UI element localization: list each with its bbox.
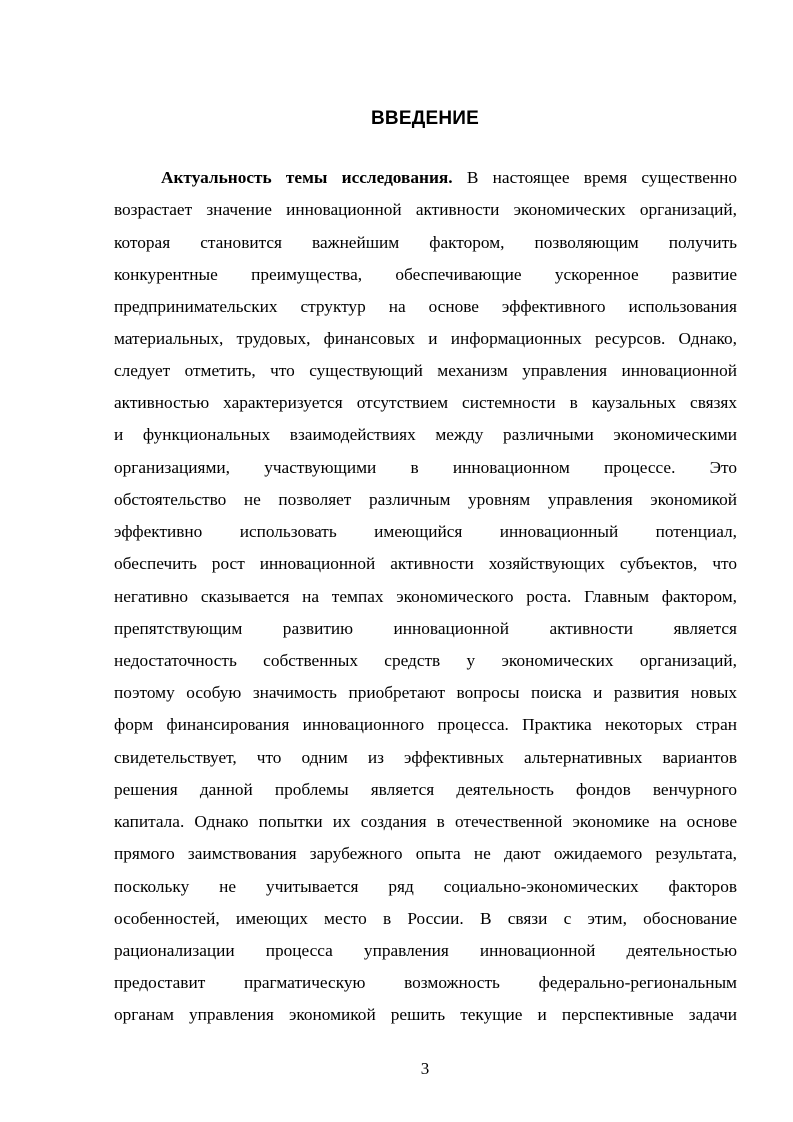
text-line: форм финансирования инновационного процесса. Практика некоторых стран <box>114 715 737 734</box>
text-line: материальных, трудовых, финансовых и информационных ресурсов. Однако, <box>114 329 737 348</box>
text-line: препятствующим развитию инновационной активности является <box>114 619 737 638</box>
text-line: органам управления экономикой решить текущие и перспективные задачи <box>114 1005 737 1024</box>
text-line: свидетельствует, что одним из эффективных альтернативных вариантов <box>114 748 737 767</box>
text-line: поэтому особую значимость приобретают вопросы поиска и развития новых <box>114 683 737 702</box>
text-line: предоставит прагматическую возможность федерально-региональным <box>114 973 737 992</box>
text-line: негативно сказывается на темпах экономического роста. Главным фактором, <box>114 587 737 606</box>
text-line: организациями, участвующими в инновационном процессе. Это <box>114 458 737 477</box>
text-line: конкурентные преимущества, обеспечивающие ускоренное развитие <box>114 265 737 284</box>
text-line: прямого заимствования зарубежного опыта не дают ожидаемого результата, <box>114 844 737 863</box>
text-line: решения данной проблемы является деятельность фондов венчурного <box>114 780 737 799</box>
text-line: и функциональных взаимодействиях между различными экономическими <box>114 425 737 444</box>
text-line: особенностей, имеющих место в России. В связи с этим, обоснование <box>114 909 737 928</box>
page-number: 3 <box>420 1059 430 1078</box>
lead-phrase: Актуальность темы исследования. <box>161 168 453 187</box>
text-line-content: В настоящее время существенно <box>452 168 738 187</box>
text-line: капитала. Однако попытки их создания в отечественной экономике на основе <box>114 812 737 831</box>
text-line: предпринимательских структур на основе эффективного использования <box>114 297 737 316</box>
text-line: эффективно использовать имеющийся инновационный потенциал, <box>114 522 737 541</box>
text-line: рационализации процесса управления инновационной деятельностью <box>114 941 737 960</box>
text-line: обстоятельство не позволяет различным уровням управления экономикой <box>114 490 737 509</box>
text-line: возрастает значение инновационной активности экономических организаций, <box>114 200 737 219</box>
text-line <box>161 166 737 190</box>
text-line: которая становится важнейшим фактором, позволяющим получить <box>114 233 737 252</box>
text-line: следует отметить, что существующий механизм управления инновационной <box>114 361 737 380</box>
text-line: поскольку не учитывается ряд социально-экономических факторов <box>114 877 737 896</box>
text-line: недостаточность собственных средств у экономических организаций, <box>114 651 737 670</box>
text-line: активностью характеризуется отсутствием системности в каузальных связях <box>114 393 737 412</box>
text-line: обеспечить рост инновационной активности хозяйствующих субъектов, что <box>114 554 737 573</box>
section-heading: ВВЕДЕНИЕ <box>371 108 479 129</box>
